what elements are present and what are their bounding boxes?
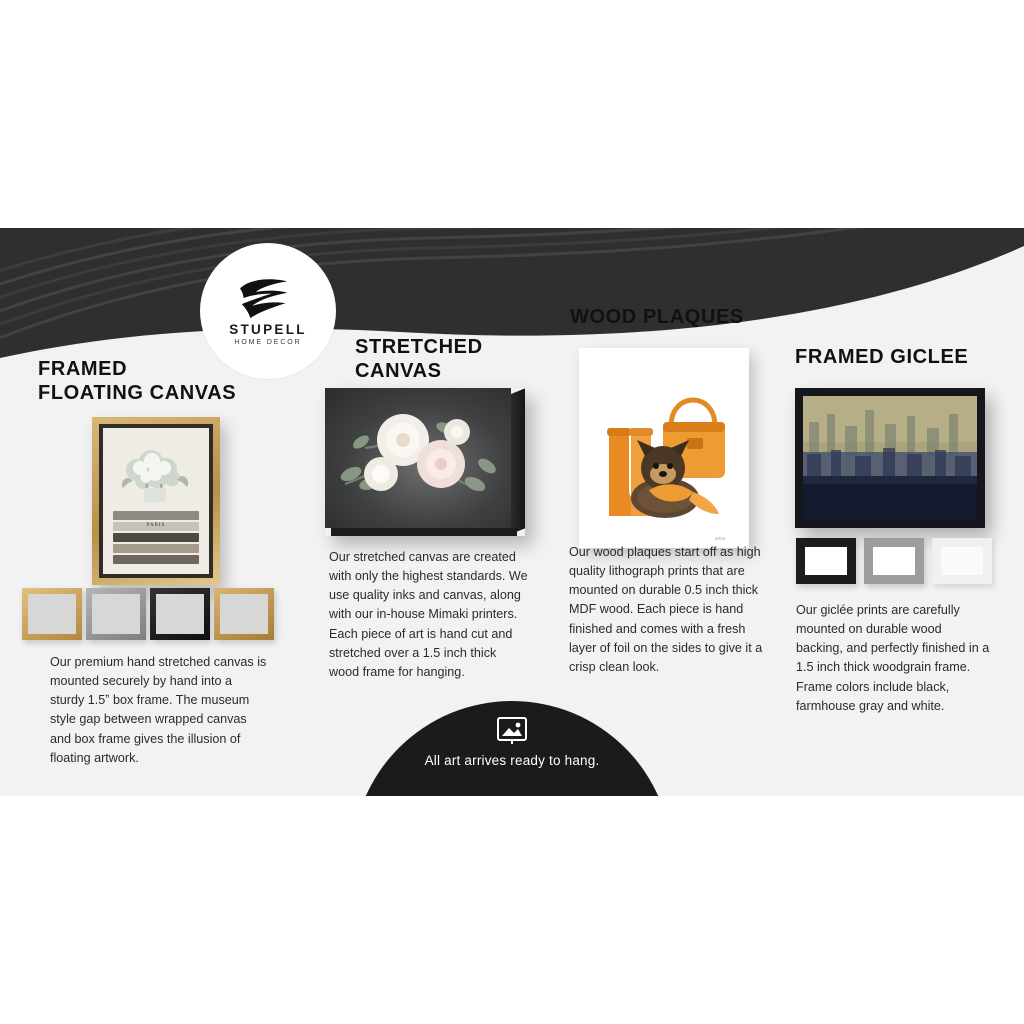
svg-text:artist: artist	[715, 537, 725, 542]
column-title-line2: CANVAS	[355, 359, 442, 382]
brand-tagline: HOME DECOR	[234, 339, 302, 346]
brand-name: STUPELL	[229, 322, 307, 337]
gray-frame-swatch	[86, 588, 146, 640]
gallery-wrapped-canvas	[325, 388, 525, 536]
black-frame-sample	[796, 538, 856, 584]
book-2	[113, 522, 199, 531]
framed-picture-icon	[492, 715, 532, 747]
column-body-stretched-canvas: Our stretched canvas are created with only the highest standards. We use quality inks and canvas, along with our in-house Mimaki printers. Each piece of art is hand cut and stretched over a 1.5 inch thick wood frame for hanging.	[329, 550, 528, 679]
book-5	[113, 555, 199, 564]
hydrangea-bouquet-icon	[117, 444, 195, 506]
frame-color-swatches	[22, 588, 274, 640]
product-types-band	[0, 228, 1024, 796]
farmhouse-gray-frame-sample	[864, 538, 924, 584]
abstract-landscape-icon	[803, 396, 977, 520]
wood-plaque-artwork	[579, 348, 749, 548]
gold-frame-swatch	[22, 588, 82, 640]
wood-plaque	[579, 348, 749, 548]
column-title-stretched-canvas	[355, 336, 555, 383]
column-body-framed-floating-canvas: Our premium hand stretched canvas is mounted securely by hand into a sturdy 1.5ˮ box frame. The museum style gap between wrapped canvas and box frame gives the illusion of floating artwork.	[50, 655, 267, 765]
gold-floating-frame	[92, 417, 220, 585]
column-title-line1: STRETCHED	[355, 336, 483, 358]
stretched-canvas-artwork	[325, 388, 525, 536]
column-body-framed-giclee: Our giclée prints are carefully mounted on durable wood backing, and perfectly finished in a 1.5 inch thick woodgrain frame. Frame colors include black, farmhouse gray and white.	[796, 603, 990, 713]
canvas-bottom-edge	[331, 528, 517, 536]
giclee-frame-color-samples	[796, 538, 992, 584]
column-body-wood-plaques: Our wood plaques start off as high quality lithograph prints that are mounted on durable 0.5 inch thick MDF wood. Each piece is hand finished and comes with a fresh layer of foil on the sides to give it a crisp clean look.	[569, 545, 763, 674]
artwork-abstract-landscape	[803, 396, 977, 520]
column-title-line1: FRAMED	[38, 358, 128, 380]
canvas-side-edge	[511, 388, 525, 534]
column-title-wood-plaques: WOOD PLAQUES	[570, 306, 744, 328]
dog-with-handbag-illustration-icon	[579, 348, 749, 548]
footer-text: All art arrives ready to hang.	[424, 753, 600, 768]
book-label: PARIS	[146, 523, 166, 528]
column-title-framed-floating-canvas	[38, 358, 288, 405]
artwork-white-roses	[325, 388, 511, 528]
book-1	[113, 511, 199, 520]
book-4	[113, 544, 199, 553]
white-frame-sample	[932, 538, 992, 584]
frame-gap	[99, 424, 213, 578]
book-3	[113, 533, 199, 542]
framed-floating-canvas-artwork	[92, 417, 220, 585]
column-title-framed-giclee: FRAMED GICLEE	[795, 346, 969, 368]
column-title-line2: FLOATING CANVAS	[38, 381, 237, 404]
book-stack	[113, 509, 199, 564]
framed-giclee-artwork	[795, 388, 985, 528]
footer-arc-banner	[352, 701, 672, 796]
roses-illustration-icon	[325, 388, 511, 528]
black-frame-swatch	[150, 588, 210, 640]
oak-frame-swatch	[214, 588, 274, 640]
black-woodgrain-frame	[795, 388, 985, 528]
footer-content	[352, 715, 672, 768]
swoosh-s-logo-icon	[233, 276, 303, 320]
artwork-bouquet-on-books	[103, 428, 209, 574]
